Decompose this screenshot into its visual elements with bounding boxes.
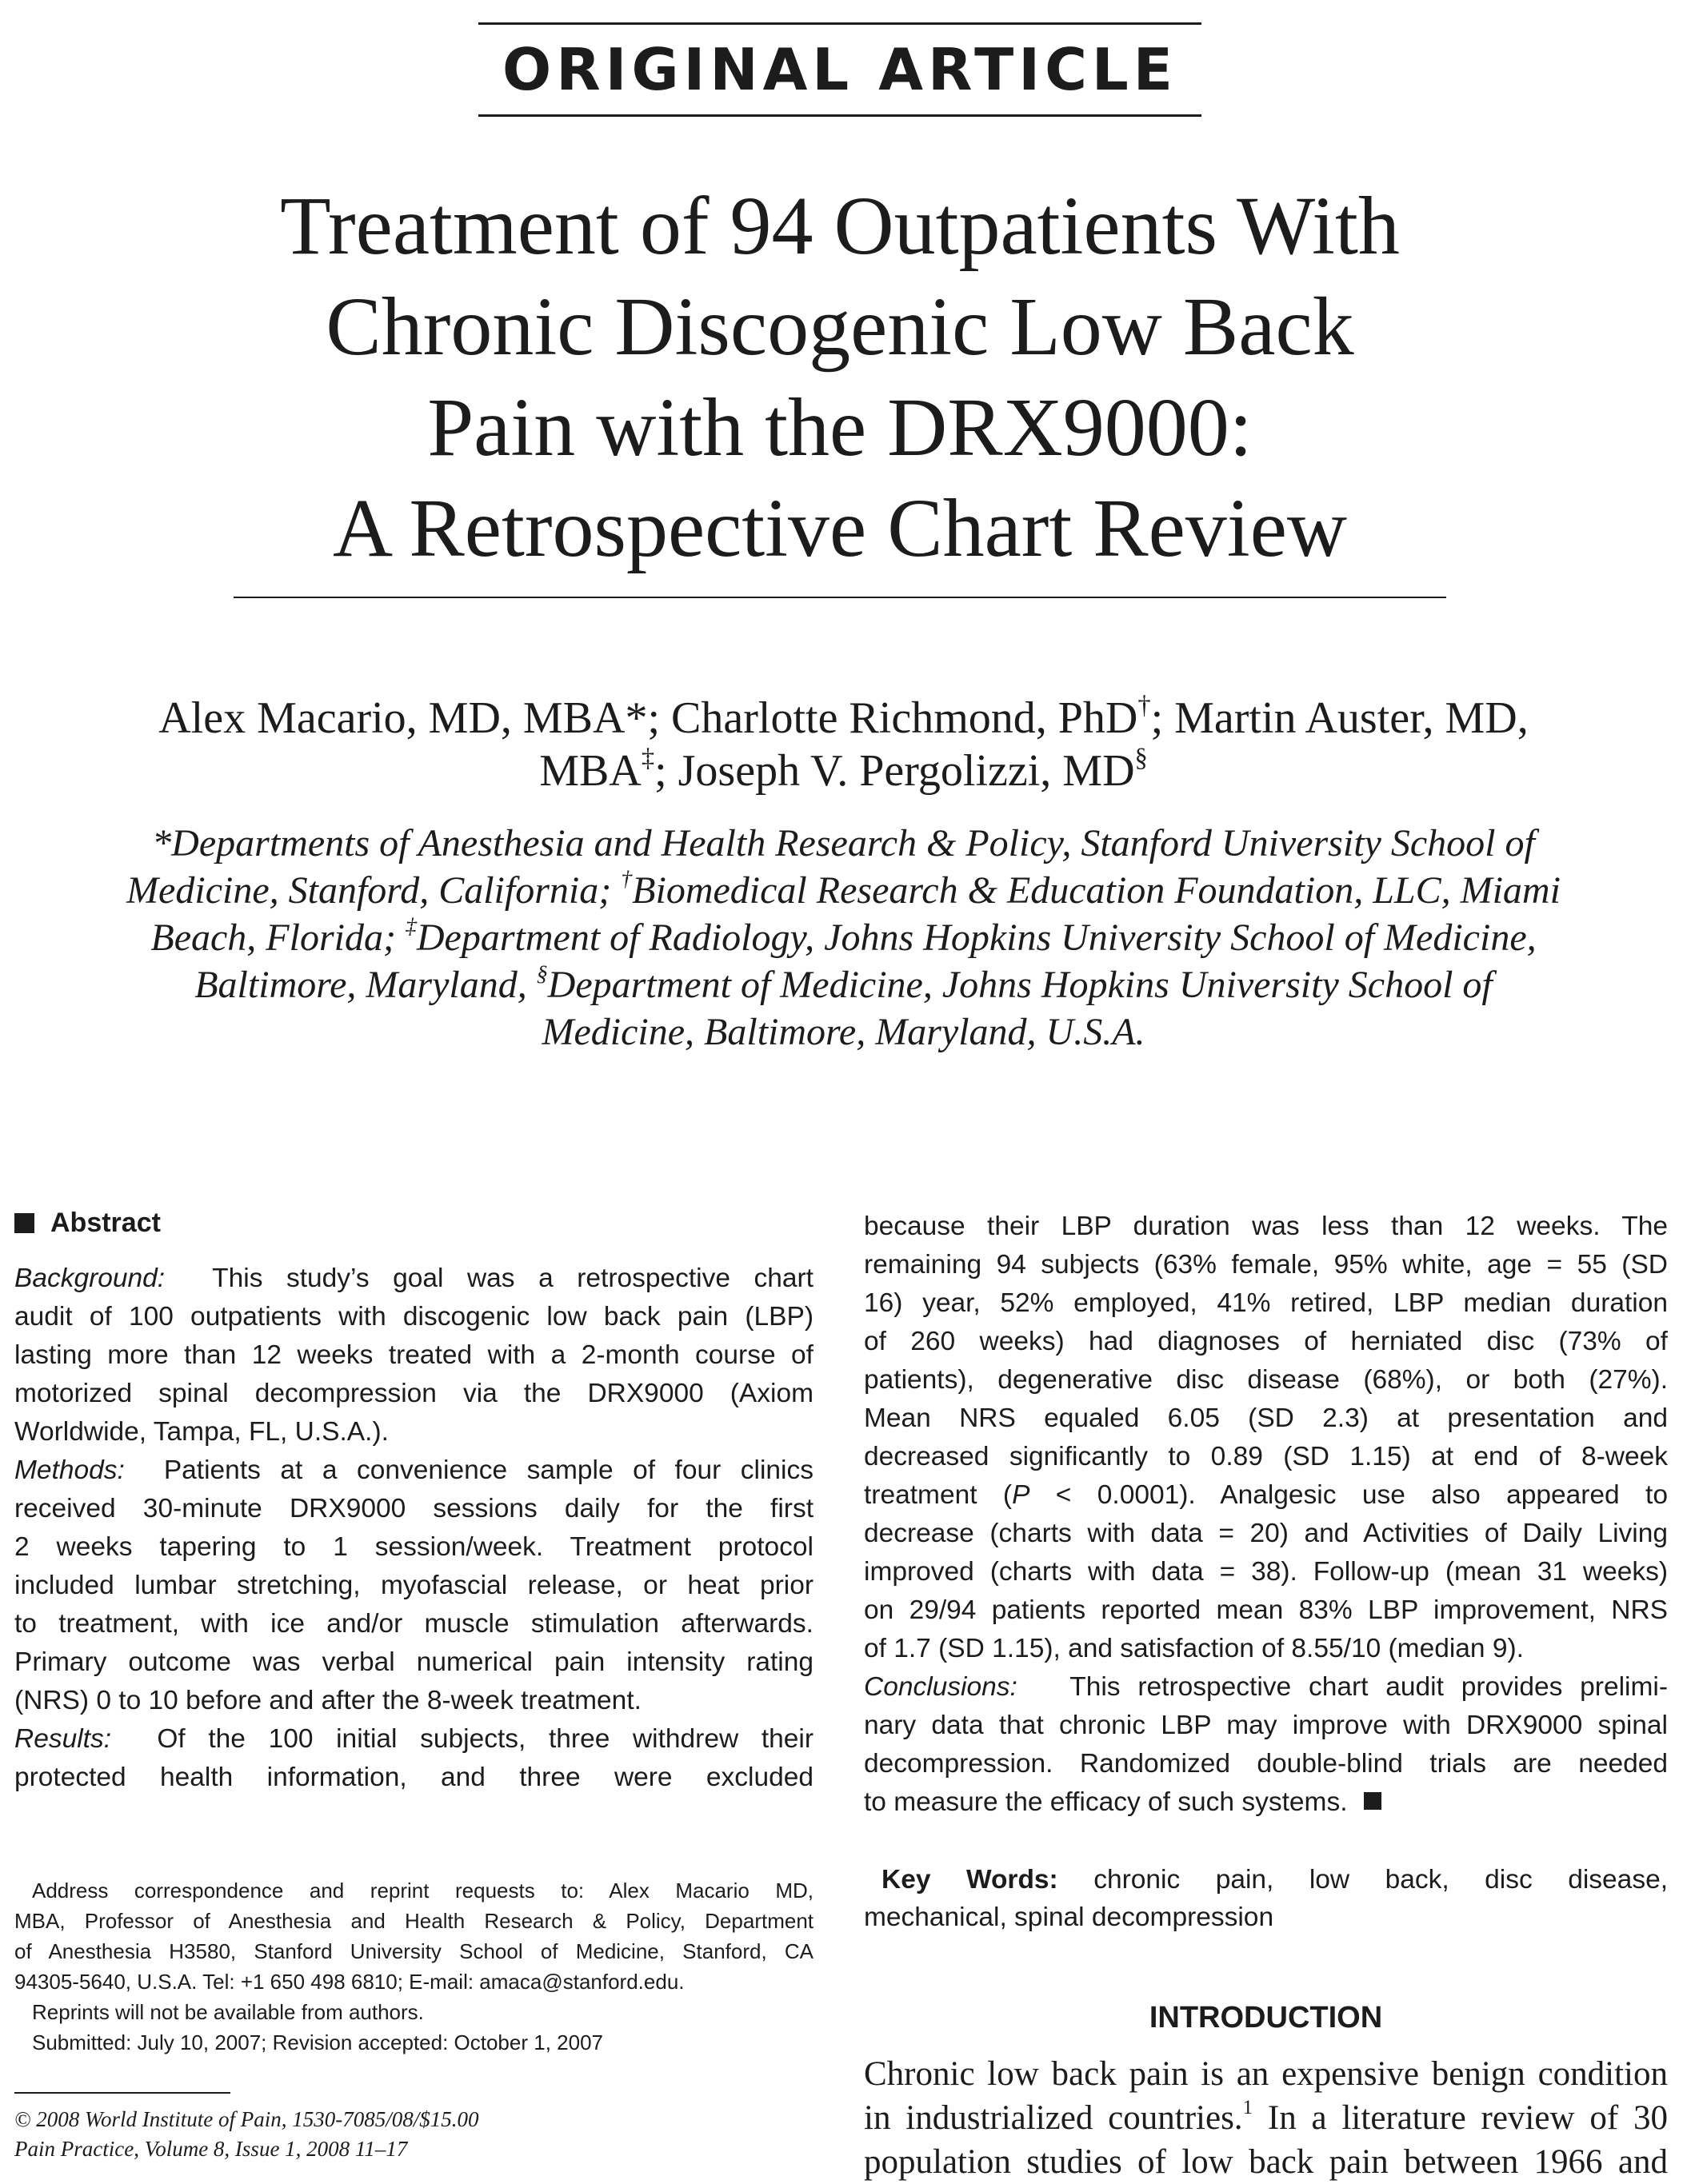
affiliation-line: Medicine, Baltimore, Maryland, U.S.A. bbox=[542, 1011, 1145, 1053]
author-affiliation-mark: ‡ bbox=[641, 743, 655, 773]
introduction-text: in industrialized countries. bbox=[864, 2099, 1243, 2137]
title-line: Pain with the DRX9000: bbox=[427, 381, 1253, 473]
abstract-line: to treatment, with ice and/or muscle stimulation afterwards. bbox=[14, 1609, 814, 1639]
key-words-label: Key Words: bbox=[881, 1865, 1058, 1895]
abstract-line: Worldwide, Tampa, FL, U.S.A.). bbox=[14, 1417, 389, 1447]
correspondence-line: MBA, Professor of Anesthesia and Health Research & Policy, Department bbox=[14, 1909, 814, 1933]
copyright-line: © 2008 World Institute of Pain, 1530-7085/08/$15.00 bbox=[14, 2107, 479, 2131]
affiliation-text: Baltimore, Maryland, bbox=[194, 964, 537, 1006]
introduction-line: Chronic low back pain is an expensive benign condition bbox=[864, 2055, 1668, 2093]
introduction-heading: INTRODUCTION bbox=[1149, 2001, 1383, 2034]
abstract-line: because their LBP duration was less than 12 weeks. The bbox=[864, 1212, 1668, 1241]
affiliation-text: Department of Radiology, Johns Hopkins University School of Medicine, bbox=[416, 916, 1537, 959]
abstract-line bbox=[14, 1720, 814, 1759]
abstract-text: < 0.0001). Analgesic use also appeared to bbox=[1029, 1480, 1668, 1510]
reference-marker: 1 bbox=[1242, 2097, 1253, 2119]
background-label: Background: bbox=[14, 1264, 166, 1293]
key-words-line bbox=[864, 1861, 1668, 1899]
author-affiliation-mark: § bbox=[1134, 743, 1148, 773]
abstract-line bbox=[14, 1451, 814, 1490]
author-text: ; Martin Auster, MD, bbox=[1150, 693, 1529, 743]
correspondence-text: Address correspondence and reprint requests to: Alex Macario MD, bbox=[32, 1879, 814, 1903]
abstract-line: motorized spinal decompression via the DRX9000 (Axiom bbox=[14, 1379, 814, 1408]
abstract-line bbox=[864, 1476, 1668, 1515]
abstract-line: audit of 100 outpatients with discogenic low back pain (LBP) bbox=[14, 1302, 814, 1332]
abstract-text: Of the 100 initial subjects, three withdrew their bbox=[157, 1724, 814, 1754]
footnote-rule bbox=[14, 2092, 230, 2094]
correspondence-text: Submitted: July 10, 2007; Revision accepted: October 1, 2007 bbox=[32, 2030, 603, 2054]
affiliation-line bbox=[16, 914, 1671, 961]
abstract-line: of 260 weeks) had diagnoses of herniated disc (73% of bbox=[864, 1327, 1668, 1356]
affiliations bbox=[16, 820, 1671, 1056]
correspondence-note bbox=[14, 1875, 814, 2058]
abstract-line: included lumbar stretching, myofascial release, or heat prior bbox=[14, 1571, 814, 1600]
abstract-line: of 1.7 (SD 1.15), and satisfaction of 8.55/10 (median 9). bbox=[864, 1634, 1524, 1663]
correspondence-line: 94305-5640, U.S.A. Tel: +1 650 498 6810; E-mail: amaca@stanford.edu. bbox=[14, 1970, 685, 1994]
abstract-right-column bbox=[864, 1208, 1668, 1822]
abstract-line: improved (charts with data = 38). Follow-up (mean 31 weeks) bbox=[864, 1557, 1668, 1587]
abstract-line bbox=[14, 1260, 814, 1298]
abstract-line: on 29/94 patients reported mean 83% LBP improvement, NRS bbox=[864, 1595, 1668, 1625]
abstract-line: 16) year, 52% employed, 41% retired, LBP median duration bbox=[864, 1288, 1668, 1318]
abstract-line: received 30-minute DRX9000 sessions daily for the first bbox=[14, 1494, 814, 1523]
p-value-symbol: P bbox=[1012, 1480, 1030, 1510]
end-of-abstract-square-icon bbox=[1364, 1792, 1381, 1810]
affiliation-line bbox=[16, 867, 1671, 914]
abstract-heading bbox=[14, 1208, 161, 1239]
key-words-line: mechanical, spinal decompression bbox=[864, 1903, 1274, 1932]
abstract-line: (NRS) 0 to 10 before and after the 8-week treatment. bbox=[14, 1686, 642, 1715]
abstract-heading-text: Abstract bbox=[50, 1208, 161, 1238]
abstract-line: lasting more than 12 weeks treated with a 2-month course of bbox=[14, 1340, 814, 1370]
affiliation-text: Biomedical Research & Education Foundation, LLC, Miami bbox=[632, 869, 1561, 912]
introduction-line: population studies of low back pain between 1966 and bbox=[864, 2143, 1668, 2181]
correspondence-text: Reprints will not be available from authors. bbox=[32, 2000, 424, 2024]
title-line: Treatment of 94 Outpatients With bbox=[280, 180, 1400, 272]
title-line: Chronic Discogenic Low Back bbox=[326, 281, 1354, 373]
affiliation-mark: § bbox=[536, 961, 548, 987]
author-text: Alex Macario, MD, MBA*; Charlotte Richmond, PhD bbox=[158, 693, 1138, 743]
abstract-line bbox=[864, 1668, 1668, 1707]
correspondence-line bbox=[14, 2027, 814, 2058]
key-words-text: chronic pain, low back, disc disease, bbox=[1093, 1865, 1669, 1895]
abstract-line: decreased significantly to 0.89 (SD 1.15) at end of 8-week bbox=[864, 1442, 1668, 1471]
title-line: A Retrospective Chart Review bbox=[333, 482, 1347, 574]
abstract-line: remaining 94 subjects (63% female, 95% white, age = 55 (SD bbox=[864, 1250, 1668, 1280]
affiliation-mark: † bbox=[621, 867, 633, 892]
affiliation-text: Beach, Florida; bbox=[150, 916, 406, 959]
affiliation-line: *Departments of Anesthesia and Health Research & Policy, Stanford University School of bbox=[152, 822, 1535, 864]
introduction-line bbox=[864, 2096, 1668, 2140]
abstract-line: 2 weeks tapering to 1 session/week. Treatment protocol bbox=[14, 1532, 814, 1562]
introduction-body bbox=[864, 2052, 1668, 2184]
abstract-line: Mean NRS equaled 6.05 (SD 2.3) at presentation and bbox=[864, 1403, 1668, 1433]
author-line bbox=[32, 692, 1655, 745]
abstract-text: This retrospective chart audit provides prelimi- bbox=[1069, 1672, 1668, 1702]
abstract-text: This study’s goal was a retrospective chart bbox=[212, 1264, 814, 1293]
author-affiliation-mark: † bbox=[1137, 690, 1151, 720]
section-label: ORIGINAL ARTICLE bbox=[478, 22, 1201, 117]
abstract-text: Patients at a convenience sample of four clinics bbox=[163, 1455, 814, 1485]
abstract-left-column bbox=[14, 1260, 814, 1797]
abstract-line: decompression. Randomized double-blind trials are needed bbox=[864, 1749, 1668, 1779]
abstract-line bbox=[864, 1783, 1668, 1822]
article-title bbox=[160, 176, 1520, 579]
introduction-text: In a literature review of 30 bbox=[1253, 2099, 1669, 2137]
affiliation-text: Medicine, Stanford, California; bbox=[126, 869, 622, 912]
abstract-line: protected health information, and three were excluded bbox=[14, 1763, 814, 1792]
square-bullet-icon bbox=[14, 1213, 34, 1233]
author-text: MBA bbox=[539, 746, 642, 796]
abstract-text: treatment ( bbox=[864, 1480, 1013, 1510]
affiliation-text: Department of Medicine, Johns Hopkins University School of bbox=[547, 964, 1493, 1006]
affiliation-line bbox=[16, 961, 1671, 1008]
methods-label: Methods: bbox=[14, 1455, 125, 1485]
journal-citation: Pain Practice, Volume 8, Issue 1, 2008 11–17 bbox=[14, 2137, 408, 2161]
abstract-line: nary data that chronic LBP may improve with DRX9000 spinal bbox=[864, 1711, 1668, 1740]
abstract-line: Primary outcome was verbal numerical pain intensity rating bbox=[14, 1647, 814, 1677]
correspondence-line bbox=[14, 1875, 814, 1906]
title-rule bbox=[234, 597, 1446, 598]
copyright-note bbox=[14, 2105, 814, 2164]
conclusions-label: Conclusions: bbox=[864, 1672, 1017, 1702]
key-words bbox=[864, 1861, 1668, 1936]
correspondence-line: of Anesthesia H3580, Stanford University School of Medicine, Stanford, CA bbox=[14, 1939, 814, 1963]
abstract-line: patients), degenerative disc disease (68%), or both (27%). bbox=[864, 1365, 1668, 1395]
results-label: Results: bbox=[14, 1724, 112, 1754]
abstract-line: decrease (charts with data = 20) and Activities of Daily Living bbox=[864, 1519, 1668, 1548]
author-text: ; Joseph V. Pergolizzi, MD bbox=[654, 746, 1135, 796]
author-list bbox=[32, 692, 1655, 797]
affiliation-mark: ‡ bbox=[405, 914, 417, 940]
correspondence-line bbox=[14, 1997, 814, 2027]
author-line bbox=[32, 745, 1655, 797]
abstract-text: to measure the efficacy of such systems. bbox=[864, 1787, 1348, 1817]
